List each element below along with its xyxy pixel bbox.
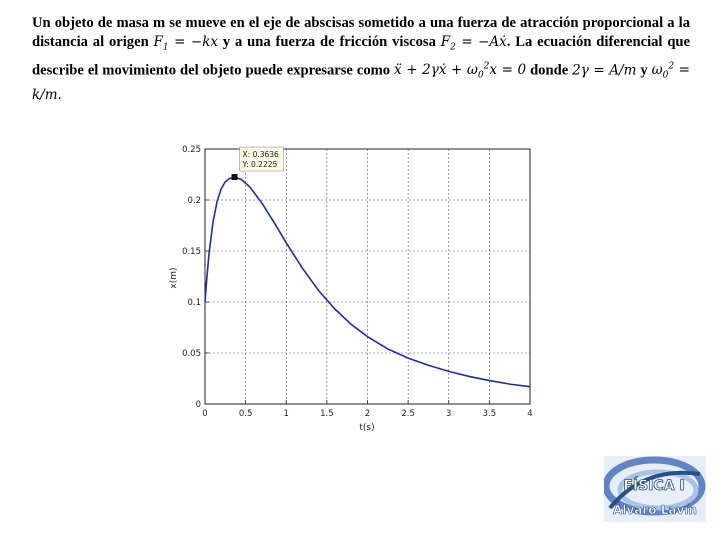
- statement-part-1: Un objeto de masa m se mueve en el eje de abscisas sometido a una fuerza de atracción proporcional a la distancia al origen: [32, 15, 690, 50]
- statement-part-4: donde: [530, 62, 569, 79]
- x-tick-label: 1: [283, 409, 289, 419]
- problem-statement: [32, 14, 690, 105]
- y-tick-label: 0.2: [187, 196, 201, 206]
- statement-part-2: y a una fuerza de fricción viscosa: [222, 34, 436, 50]
- y-axis-label: x(m): [169, 267, 179, 289]
- logo-title: FÍSICA I: [623, 478, 685, 494]
- gamma-definition: 2γ = A/m: [572, 62, 637, 79]
- x-tick-label: 4: [527, 409, 533, 419]
- logo-author: Álvaro Lavín: [613, 503, 697, 517]
- fisica-logo: [604, 456, 706, 522]
- y-tick-label: 0.1: [187, 298, 201, 308]
- statement-part-3: . La ecuación diferencial que describe el movimiento del objeto puede expresarse como: [32, 34, 691, 79]
- data-tip-y: Y: 0.2225: [242, 160, 278, 170]
- omega-definition: $\omega_0^2 = k/m$.: [32, 61, 690, 103]
- x-tick-label: 3: [446, 409, 452, 419]
- x-axis-label: t(s): [359, 423, 375, 433]
- x-tick-label: 1.5: [320, 409, 334, 419]
- x-tick-label: 0: [202, 409, 208, 419]
- x-tick-label: 3.5: [482, 409, 497, 419]
- y-tick-label: 0.15: [182, 247, 201, 257]
- force-2-formula: $F_2$ = −Aẋ: [440, 34, 507, 53]
- y-tick-label: 0.05: [182, 349, 201, 359]
- differential-equation: ẍ + 2γẋ + $\omega_0^2x = 0$: [394, 61, 527, 81]
- force-1-formula: $F_1 = -kx$: [153, 34, 219, 53]
- x-tick-label: 2: [364, 409, 371, 419]
- displacement-chart: [160, 140, 540, 440]
- x-tick-label: 2.5: [401, 409, 415, 419]
- data-tip: [232, 147, 284, 180]
- y-tick-label: 0.25: [182, 145, 201, 155]
- data-tip-marker: [232, 174, 238, 180]
- statement-and: y: [640, 62, 648, 79]
- grid-lines: [205, 149, 530, 404]
- data-tip-x: X: 0.3636: [242, 150, 279, 160]
- x-tick-label: 0.5: [238, 409, 253, 419]
- y-tick-label: 0: [195, 400, 201, 410]
